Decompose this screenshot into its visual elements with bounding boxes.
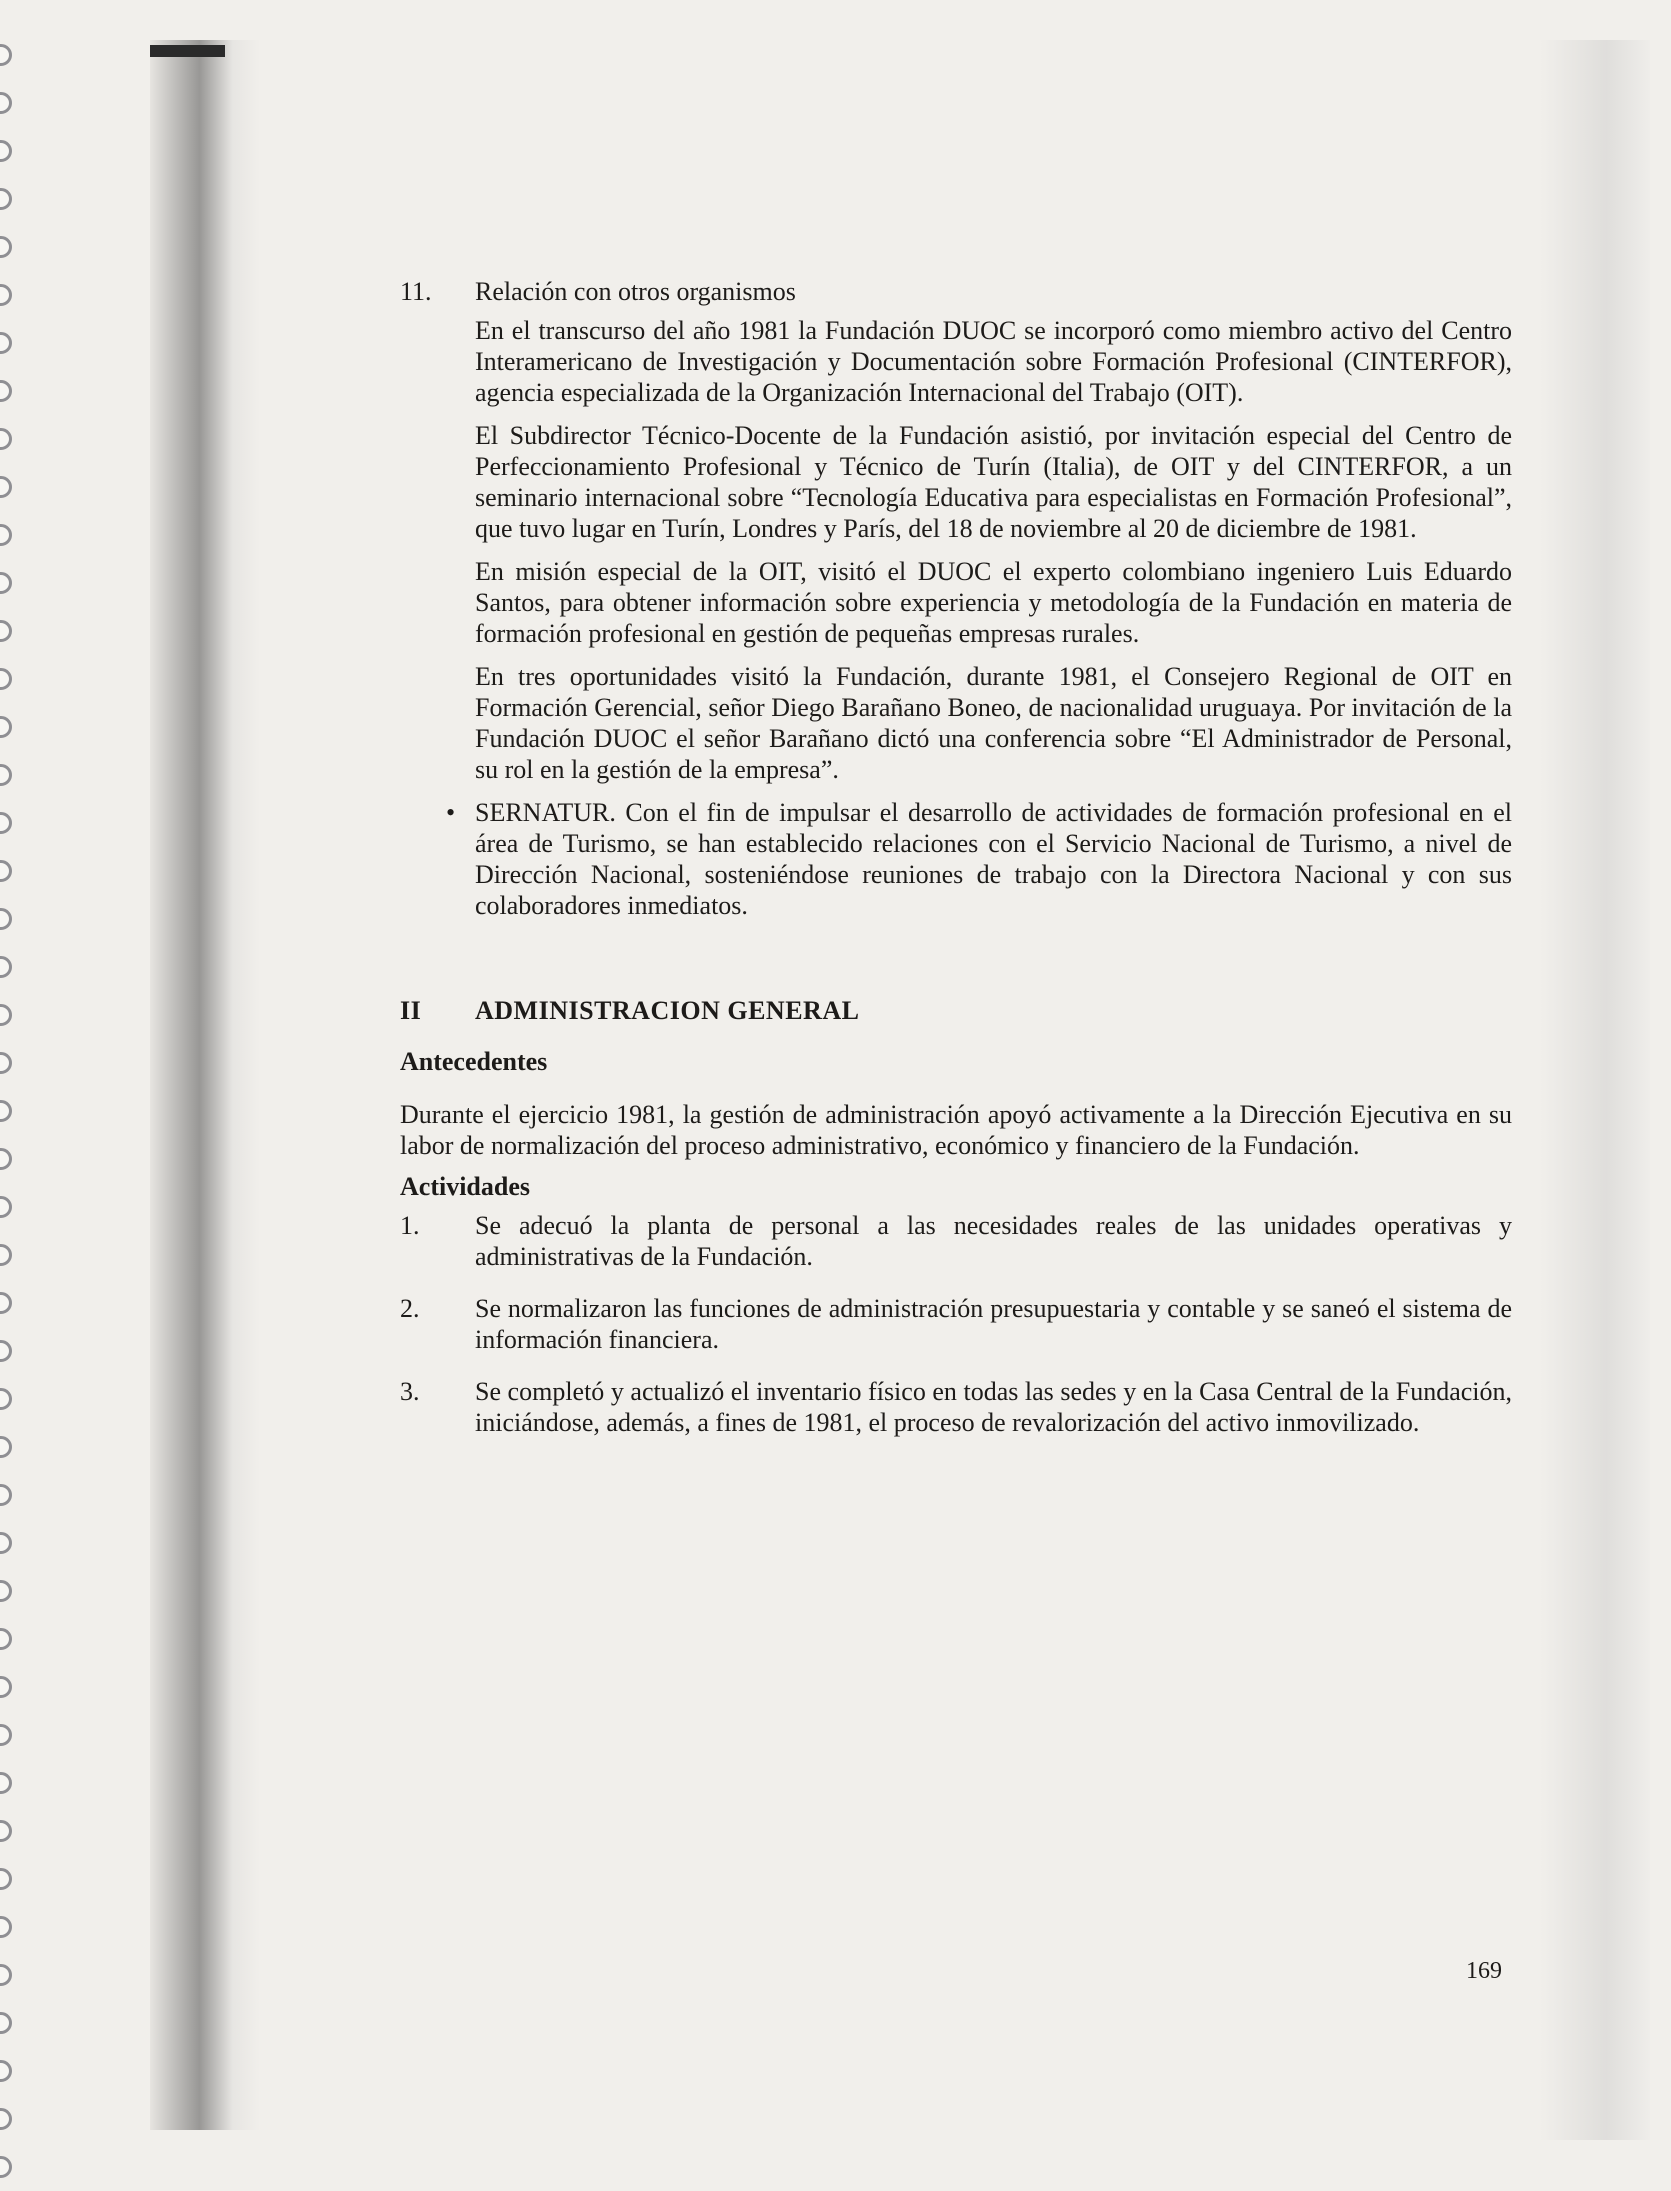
section-ii-number: II	[400, 996, 422, 1025]
binding-hole	[0, 1004, 12, 1026]
antecedentes-paragraph: Durante el ejercicio 1981, la gestión de administración apoyó activamente a la Dirección Ejecutiva en su labor de normalización del proceso administrativo, económico y financiero de la Fundación.	[400, 1100, 1512, 1160]
binding-hole	[0, 140, 12, 162]
section-ii-heading	[400, 995, 1512, 1026]
item-text: Se completó y actualizó el inventario físico en todas las sedes y en la Casa Central de la Fundación, iniciándose, además, a fines de 1981, el proceso de revalorización del activo inmovilizado.	[475, 1377, 1512, 1437]
spiral-binding	[0, 0, 26, 2191]
binding-hole	[0, 1916, 12, 1938]
binding-hole	[0, 1100, 12, 1122]
binding-hole	[0, 524, 12, 546]
binding-hole	[0, 1964, 12, 1986]
item-text: Se normalizaron las funciones de administración presupuestaria y contable y se saneó el sistema de información financiera.	[475, 1294, 1512, 1354]
document-page	[400, 276, 1512, 1459]
page-number: 169	[1466, 1958, 1502, 1984]
binding-hole	[0, 1772, 12, 1794]
binding-hole	[0, 1388, 12, 1410]
paragraph-consejero: En tres oportunidades visitó la Fundación, durante 1981, el Consejero Regional de OIT en Formación Gerencial, señor Diego Barañano Boneo, de nacionalidad uruguaya. Por invitación de la Fundación DUOC el señor Barañano dictó una conferencia sobre “El Administrador de Personal, su rol en la gestión de la empresa”.	[475, 662, 1512, 784]
binding-hole	[0, 716, 12, 738]
binding-hole	[0, 1676, 12, 1698]
binding-hole	[0, 668, 12, 690]
item-number: 3.	[400, 1377, 420, 1406]
bullet-mark: •	[446, 798, 456, 827]
binding-hole	[0, 380, 12, 402]
binding-hole	[0, 2012, 12, 2034]
paragraph-sernatur	[446, 797, 1512, 921]
paragraph-mision-oit: En misión especial de la OIT, visitó el DUOC el experto colombiano ingeniero Luis Eduardo Santos, para obtener información sobre experiencia y metodología de la Fundación en materia de formación profesional en gestión de pequeñas empresas rurales.	[475, 557, 1512, 648]
binding-hole	[0, 1244, 12, 1266]
gutter-shadow	[150, 40, 260, 2130]
section-11-title: Relación con otros organismos	[475, 277, 796, 306]
binding-hole	[0, 236, 12, 258]
section-11-heading	[400, 276, 1512, 307]
binding-hole	[0, 476, 12, 498]
section-11-body	[446, 315, 1512, 921]
binding-hole	[0, 92, 12, 114]
binding-hole	[0, 1148, 12, 1170]
actividades-heading: Actividades	[400, 1172, 530, 1201]
binding-hole	[0, 1820, 12, 1842]
list-item	[400, 1376, 1512, 1438]
binding-hole	[0, 812, 12, 834]
section-11-number: 11.	[400, 277, 432, 306]
binding-hole	[0, 428, 12, 450]
binding-hole	[0, 188, 12, 210]
binding-hole	[0, 2060, 12, 2082]
list-item	[400, 1293, 1512, 1355]
binding-hole	[0, 2156, 12, 2178]
binding-hole	[0, 1052, 12, 1074]
binding-hole	[0, 1868, 12, 1890]
item-number: 2.	[400, 1294, 420, 1323]
binding-hole	[0, 908, 12, 930]
item-text: Se adecuó la planta de personal a las necesidades reales de las unidades operativas y administrativas de la Fundación.	[475, 1211, 1512, 1271]
actividades-list	[400, 1210, 1512, 1438]
binding-hole	[0, 1628, 12, 1650]
binding-hole	[0, 620, 12, 642]
binding-hole	[0, 1196, 12, 1218]
binding-hole	[0, 284, 12, 306]
binding-hole	[0, 1724, 12, 1746]
right-edge-shadow	[1540, 40, 1650, 2140]
antecedentes-heading: Antecedentes	[400, 1047, 548, 1076]
binding-hole	[0, 860, 12, 882]
list-item	[400, 1210, 1512, 1272]
binding-hole	[0, 1484, 12, 1506]
item-number: 1.	[400, 1211, 420, 1240]
binding-hole	[0, 44, 12, 66]
gutter-top-mark	[150, 45, 225, 57]
binding-hole	[0, 1436, 12, 1458]
paragraph-cinterfor: En el transcurso del año 1981 la Fundación DUOC se incorporó como miembro activo del Centro Interamericano de Investigación y Documentación sobre Formación Profesional (CINTERFOR), agencia especializada de la Organización Internacional del Trabajo (OIT).	[475, 316, 1512, 407]
binding-hole	[0, 1532, 12, 1554]
binding-hole	[0, 956, 12, 978]
binding-hole	[0, 1580, 12, 1602]
section-ii-title: ADMINISTRACION GENERAL	[475, 996, 860, 1025]
binding-hole	[0, 1340, 12, 1362]
binding-hole	[0, 2108, 12, 2130]
binding-hole	[0, 764, 12, 786]
paragraph-subdirector: El Subdirector Técnico-Docente de la Fundación asistió, por invitación especial del Centro de Perfeccionamiento Profesional y Técnico de Turín (Italia), de OIT y del CINTERFOR, a un seminario internacional sobre “Tecnología Educativa para especialistas en Formación Profesional”, que tuvo lugar en Turín, Londres y París, del 18 de noviembre al 20 de diciembre de 1981.	[475, 421, 1512, 543]
binding-hole	[0, 572, 12, 594]
binding-hole	[0, 332, 12, 354]
sernatur-text: SERNATUR. Con el fin de impulsar el desarrollo de actividades de formación profesional en el área de Turismo, se han establecido relaciones con el Servicio Nacional de Turismo, a nivel de Dirección Nacional, sosteniéndose reuniones de trabajo con la Directora Nacional y con sus colaboradores inmediatos.	[475, 798, 1512, 920]
binding-hole	[0, 1292, 12, 1314]
